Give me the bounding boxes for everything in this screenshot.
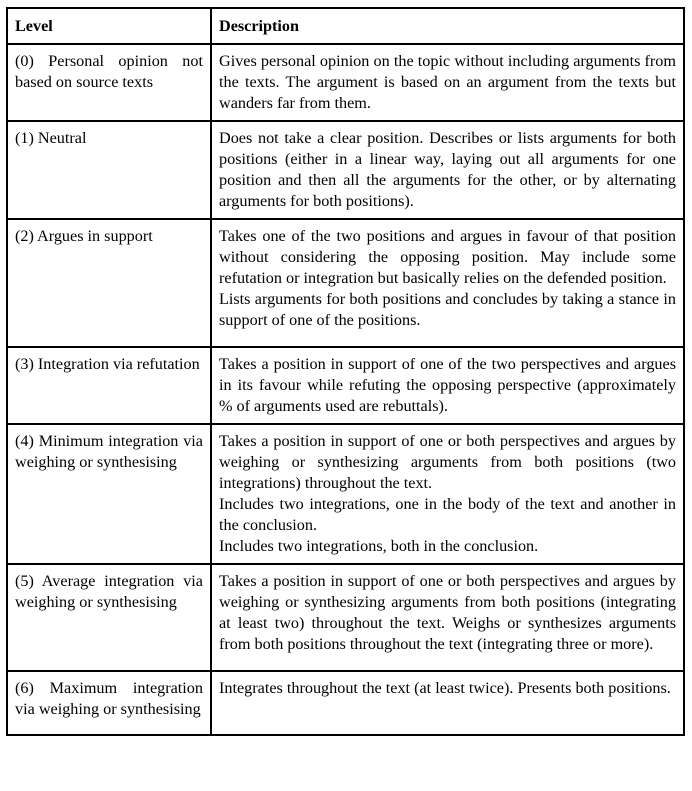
- table-row: [7, 219, 684, 347]
- description-cell: [211, 44, 684, 121]
- table-row: [7, 564, 684, 671]
- description-paragraph: Includes two integrations, one in the body of the text and another in the conclusion.: [219, 495, 676, 534]
- description-paragraph: Lists arguments for both positions and concludes by taking a stance in support of one of the positions.: [219, 290, 676, 329]
- level-cell: (5) Average integration via weighing or synthesising: [7, 564, 211, 671]
- description-cell: [211, 424, 684, 564]
- description-paragraph: Takes a position in support of one or both perspectives and argues by weighing or synthesizing arguments from both positions (two integrations) throughout the text.: [219, 432, 676, 492]
- header-description: Description: [211, 8, 684, 44]
- description-cell: [211, 219, 684, 347]
- description-paragraph: Takes one of the two positions and argues in favour of that position without considering the opposing position. May include some refutation or integration but basically relies on the defended position.: [219, 227, 676, 287]
- level-cell: (0) Personal opinion not based on source texts: [7, 44, 211, 121]
- description-paragraph: Gives personal opinion on the topic without including arguments from the texts. The argument is based on an argument from the texts but wanders far from them.: [219, 52, 676, 112]
- level-cell: (1) Neutral: [7, 121, 211, 219]
- description-cell: [211, 347, 684, 424]
- level-cell: (3) Integration via refutation: [7, 347, 211, 424]
- table-row: [7, 121, 684, 219]
- header-level: Level: [7, 8, 211, 44]
- table-row: [7, 347, 684, 424]
- table-row: [7, 44, 684, 121]
- description-paragraph: Includes two integrations, both in the conclusion.: [219, 537, 539, 555]
- level-cell: (2) Argues in support: [7, 219, 211, 347]
- table-header-row: [7, 8, 684, 44]
- level-cell: (4) Minimum integration via weighing or synthesising: [7, 424, 211, 564]
- description-paragraph: Does not take a clear position. Describes or lists arguments for both positions (either in a linear way, laying out all arguments for one position and then all the arguments for the other, or by alternating arguments for both positions).: [219, 129, 676, 210]
- level-cell: (6) Maximum integration via weighing or synthesising: [7, 671, 211, 735]
- description-cell: [211, 121, 684, 219]
- description-cell: [211, 564, 684, 671]
- description-paragraph: Takes a position in support of one or both perspectives and argues by weighing or synthesizing arguments from both positions (integrating at least two) throughout the text. Weighs or synthesizes arguments from both positions throughout the text (integrating three or more).: [219, 572, 676, 653]
- levels-table: [6, 7, 685, 736]
- table-row: [7, 424, 684, 564]
- description-paragraph: Integrates throughout the text (at least twice). Presents both positions.: [219, 679, 671, 697]
- description-paragraph: Takes a position in support of one of the two perspectives and argues in its favour while refuting the opposing perspective (approximately % of arguments used are rebuttals).: [219, 355, 676, 415]
- description-cell: [211, 671, 684, 735]
- table-row: [7, 671, 684, 735]
